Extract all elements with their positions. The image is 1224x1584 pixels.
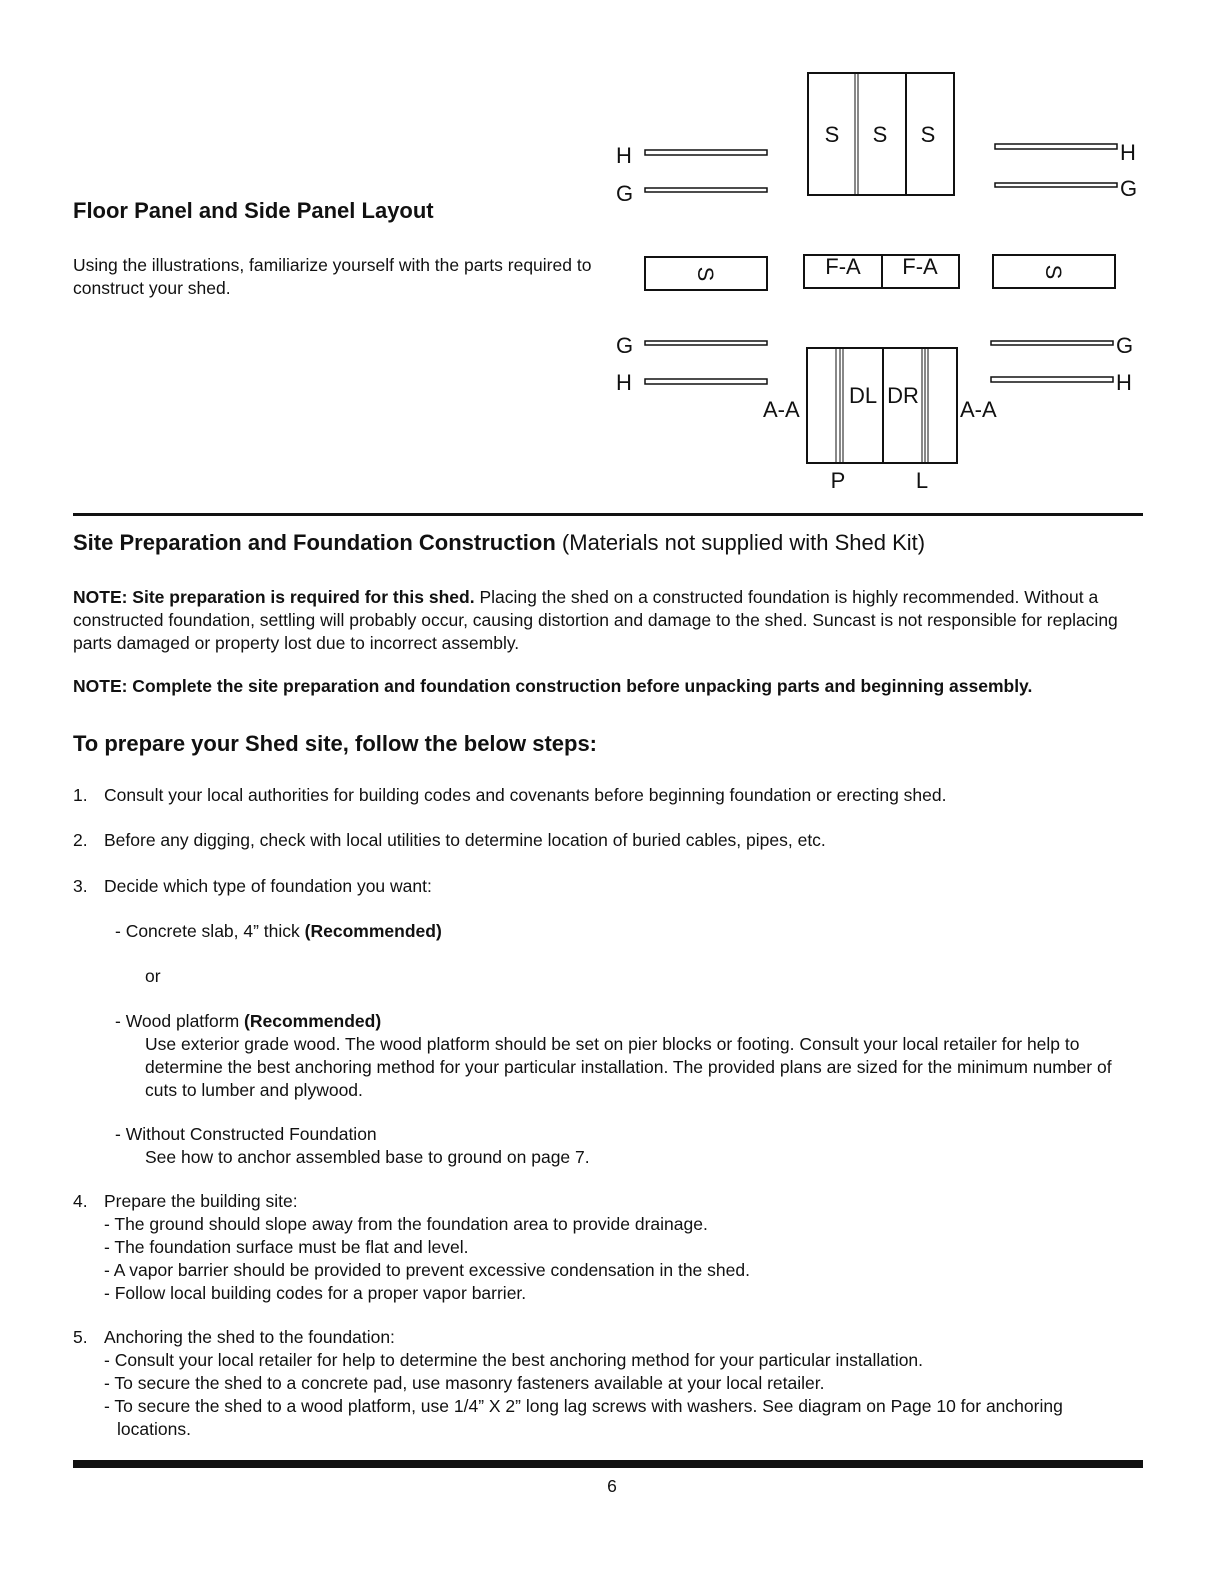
option-wood-platform-text: - Wood platform: [115, 1011, 240, 1031]
site-prep-note-2: NOTE: Complete the site preparation and foundation construction before unpacking parts and beginning assembly.: [73, 676, 1033, 696]
label-aa-left: A-A: [763, 397, 800, 422]
step-2-number: 2.: [73, 830, 88, 850]
label-side-s-left: S: [693, 266, 719, 282]
step-3-text: Decide which type of foundation you want:: [104, 876, 432, 896]
top-right-rails: [995, 140, 1137, 201]
label-fa-2: F-A: [902, 254, 938, 279]
step-4-text: Prepare the building site:: [104, 1191, 298, 1211]
label-s-3: S: [920, 122, 936, 147]
step-1-text: Consult your local authorities for building codes and covenants before beginning foundation or erecting shed.: [104, 785, 947, 805]
list-item: - To secure the shed to a wood platform, use 1/4” X 2” long lag screws with washers. See diagram on Page 10 for anchoring locations.: [104, 1396, 1063, 1439]
label-g-bottom-right: G: [1116, 333, 1134, 358]
label-g-top-left: G: [616, 181, 634, 206]
step-5-number: 5.: [73, 1327, 88, 1347]
site-prep-heading: [73, 530, 925, 556]
site-prep-note-bold: NOTE: Site preparation is required for this shed.: [73, 587, 475, 607]
site-prep-note-text: Placing the shed on a constructed foundation is highly recommended. Without a constructed foundation, settling will probably occur, causing distortion and damage to the shed. Suncast is not responsible for replacing parts damaged or property lost due to incorrect assembly.: [73, 587, 1118, 653]
label-side-s-right: S: [1041, 264, 1067, 280]
label-g-bottom-left: G: [616, 333, 634, 358]
list-item: - The foundation surface must be flat and level.: [104, 1237, 469, 1257]
list-item: - Follow local building codes for a proper vapor barrier.: [104, 1283, 527, 1303]
label-g-top-right: G: [1120, 176, 1138, 201]
label-aa-right: A-A: [960, 397, 997, 422]
roof-panels-group: [808, 73, 954, 195]
footer-rule: [73, 1460, 1143, 1468]
step-1-number: 1.: [73, 785, 88, 805]
list-item: - The ground should slope away from the foundation area to provide drainage.: [104, 1214, 708, 1234]
floor-layout-heading: Floor Panel and Side Panel Layout: [73, 198, 434, 223]
label-p: P: [830, 468, 846, 493]
option-concrete-slab: [115, 920, 442, 943]
floor-layout-intro: Using the illustrations, familiarize yourself with the parts required to construct your shed.: [73, 255, 592, 298]
label-s-2: S: [872, 122, 888, 147]
page-number: 6: [607, 1476, 617, 1496]
step-4-number: 4.: [73, 1191, 88, 1211]
site-prep-note: [73, 586, 1143, 655]
list-item: - To secure the shed to a concrete pad, use masonry fasteners available at your local retailer.: [104, 1373, 825, 1393]
bottom-left-rails: [616, 333, 767, 395]
list-item: - Consult your local retailer for help to determine the best anchoring method for your particular installation.: [104, 1350, 924, 1370]
steps-heading: To prepare your Shed site, follow the below steps:: [73, 731, 598, 756]
label-h-bottom-right: H: [1116, 370, 1132, 395]
option-wood-platform-badge: (Recommended): [244, 1011, 382, 1031]
section-divider: [73, 513, 1143, 516]
door-panels-group: [763, 348, 997, 493]
option-or: or: [145, 966, 161, 986]
label-dl: DL: [848, 383, 878, 408]
option-no-foundation-desc: See how to anchor assembled base to ground on page 7.: [145, 1147, 590, 1167]
floor-row: [645, 254, 1115, 290]
label-h-top-left: H: [616, 143, 632, 168]
label-dr: DR: [887, 383, 919, 408]
label-fa-1: F-A: [825, 254, 861, 279]
option-no-foundation: - Without Constructed Foundation: [115, 1124, 377, 1144]
step-5-list: [104, 1349, 1094, 1441]
label-h-top-right: H: [1120, 140, 1136, 165]
label-l: L: [915, 468, 929, 493]
option-concrete-slab-text: - Concrete slab, 4” thick: [115, 921, 300, 941]
site-prep-heading-bold: Site Preparation and Foundation Construction: [73, 530, 556, 555]
bottom-right-rails: [991, 333, 1133, 395]
step-3-number: 3.: [73, 876, 88, 896]
top-left-rails: [616, 143, 767, 206]
list-item: - A vapor barrier should be provided to prevent excessive condensation in the shed.: [104, 1260, 750, 1280]
parts-layout-diagram: [600, 60, 1160, 500]
option-wood-platform: [115, 1010, 381, 1033]
step-2-text: Before any digging, check with local utilities to determine location of buried cables, pipes, etc.: [104, 830, 826, 850]
step-4-list: [104, 1213, 750, 1305]
option-concrete-slab-badge: (Recommended): [304, 921, 442, 941]
label-s-1: S: [824, 122, 840, 147]
label-h-bottom-left: H: [616, 370, 632, 395]
site-prep-heading-note: (Materials not supplied with Shed Kit): [561, 530, 926, 555]
option-wood-platform-desc: Use exterior grade wood. The wood platform should be set on pier blocks or footing. Consult your local retailer for help to determine the best anchoring method for your particular installation. The provided plans are sized for the minimum number of cuts to lumber and plywood.: [145, 1034, 1112, 1100]
step-5-text: Anchoring the shed to the foundation:: [104, 1327, 395, 1347]
